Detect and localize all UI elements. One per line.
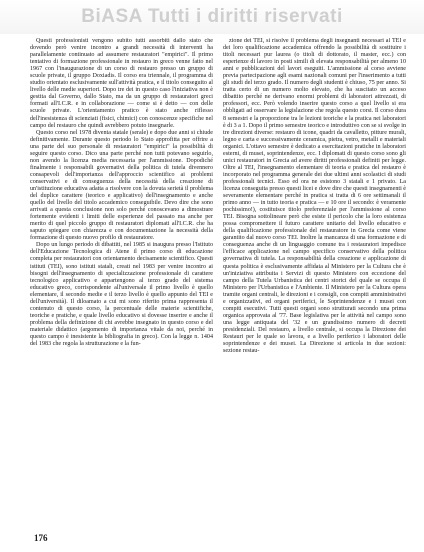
paragraph: Questo corso nel 1978 diventa statale (serale) e dopo due anni si chiude definitivamente. Durante questo periodo lo Stato approfitta per offrire a una parte del suo personale di restauratori "empirici" la possibilità di seguire questo corso. Dico una parte perché non tutti potevano seguirlo, non avendo la licenza media necessaria per l'ammissione. Dopodiché finalmente i responsabili governativi della politica di tutela divennero consapevoli dell'importanza dell'approccio scientifico ai problemi conservativi e di conseguenza della necessità della creazione di un'istituzione educativa adatta a risolvere con la dovuta serietà il problema del duplice carattere (teorico e applicativo) dell'insegnamento e anche quello del livello del titolo accademico conseguibile. Devo dire che sono arrivati a questa conclusione non solo perché conoscevano a dimostrare fortemente evidenti i limiti delle esperienze del passato ma anche per merito di quel piccolo gruppo di restauratori diplomati all'I.C.R. che ha saputo spiegare con chiarezza e con documentazione la necessità della formazione di questo nuovo profilo di restauratore. <box>30 129 213 242</box>
watermark-text: BiASA Tutti i diritti riservati <box>81 6 343 27</box>
paragraph: zione dei TEI, si risolve il problema degli insegnanti necessari al TEI e dei loro qualificazione accademica offrendo la possibilità di sostituire i titoli necessari pur laurea (o titoli di dottorato, il master, ecc.) con esperienze di lavoro in posti simili di elevata responsabilità per almeno 10 anni e pubblicazioni del lavori eseguiti. L'ammissione al corso avviene previa partecipazione agli esami nazionali comuni per l'inserimento a tutti gli studi del terzo grado. Il numero degli studenti è chiuso, 75 per anno. Si tratta certo di un numero molto elevato, che ha suscitato un acceso dibattito perché ne derivano enormi problemi di laboratori attrezzati, di professori, ecc. Però volendo inserire questo corso a quel livello si era obbligati ad osservare la legislazione che regola questo corsi. Il corso dura 8 semestri e la proporzione tra le lezioni teoriche e la pratica nei laboratori è di 3 a 1. Dopo il primo semestre teorico e introduttivo con se si svolge in tre direzioni diverse: restauro di icone, quadri da cavalletto, pitture murali, legno e carta e successivamente ceramica, pietra, vetro, metalli e materiali organici. L'ottavo semestre è dedicato a esercitazioni pratiche in laboratori esterni, di musei, soprintendenze, ecc. I diplomati di questo corso sono gli unici restauratori in Grecia ad avere diritti professionali definiti per legge. Oltre al TEI, l'insegnamento elementare di teoria e pratica del restauro è incorporato nel programma generale dei due ultimi anni scolastici di studi professionali tecnici. Esso ed ora ne esistono 3 statali e 1 privato. La licenza conseguita presso questi licei e dove dire che questi insegnamenti è severamente elementare perché in pratica si tratta di 6 ore settimanali il primo anno — in tutto teoria e pratica — e 10 ore il secondo: è veramente pochissimo!), costituisce titolo preferenziale per l'ammissione al corso TEI. Bisogna sottolineare però che esiste il pericolo che la loro esistenza possa compromettere il futuro carattere unitario del livello educativo e della qualificazione professionale del restauratore in Grecia come viene garantito dal nuovo corso TEI. Inoltre la mancanza di una formazione e di conseguenza anche di un linguaggio comune tra i restauratori impedisce l'efficace applicazione nel campo specifico conservativo della politica governativa di tutela. La responsabilità della creazione e applicazione di questa politica è esclusivamente affidata al Ministero per la Cultura che è un'iniziativa attribuita i Servizi di questo Ministero con eccezione del campo della Tutela Urbanistica dei centri storici del quale se occupa il Ministero per l'Urbanistica e l'Ambiente. Il Ministero per la Cultura opera tramite organi centrali, le direzioni e i consigli, con compiti amministrativi e organizzativi, ed organi periferici, le Soprintendenze e i musei con compiti esecutivi. Tutti questi organi sono strutturati secondo una prima organica approvata al '77. Base legislativa per le attività nel campo sono una legge antiquata del '32 e un grandissimo numero di decreti presidenziali. Del restauro, a livello centrale, si occupa la Direzione dei Restauri per le quale so lavora, e a livello periferico i laboratori delle soprintendenze e dei musei. La Direzione si articola in due sezioni: sezione restau- <box>223 38 406 355</box>
left-column <box>30 38 213 530</box>
page-number: 176 <box>34 533 48 543</box>
paragraph: Dopo un lungo periodo di dibattiti, nel 1985 si inaugura presso l'Istituto dell'Educazione Tecnologica di Atene il primo corso di educazione completa per restauratori con orientamento decisamente scientifico. Questi istituti (TEI), sono istituti statali, creati nel 1983 per venire incontro ai bisogni dell'insegnamento di specializzazione professionale di carattere tecnologico applicativo e appartengono al terzo grado del sistema educativo greco, corrispondente all'universale il primo livello è quello elementare, il secondo medie e il terzo livello è quello appunto del TEI e dell'università). Il diloamato a cui mi sono riferito prima rappresenta il contenuto di questo corso, la percentuale delle materie scientifiche, teoriche e pratiche, e quale livello educativo si dovesse inserire e anche il problema della definizione di chi avrebbe insegnato in questo corso e del materiale didattico (argomento di importanza vitale da noi, perché in questo campo è inesistente la bibliografia in greco). Con la legge n. 1404 del 1983 che regola la strutturazione e la fun- <box>30 242 213 348</box>
watermark-banner <box>0 0 424 34</box>
text-columns <box>30 38 406 530</box>
paragraph: Questi professionisti vengono subito tutti assorbiti dallo stato che dovendo però venire incontro a grandi necessità di interventi ha parallelamente continuato ad assumere restauratori "empirici". Il primo tentativo di formazione professionale in restauro in greco venne fatto nel 1967 con l'inaugurazione di un corso di restauro presso un gruppo di scuole private, il gruppo Doxiadis. Il corso era triennale, il programma di studio orientato esclusivamente sull'attività pratica, e il titolo conseguito al livello delle medie superiori. Dopo tre dei in questo caso l'iniziativa non è gestita dal Governo, dallo Stato, ma da un gruppo di restauratori greci formati all'I.C.R. e in collaborazione — come si è detto — con delle scuole private. L'orientamento pratico è stato anche riflesso dell'inesistenza di scienziati (fisici, chimici) con conoscenze specifiche nel campo del restauro che quindi avrebbero potuto insegnarle. <box>30 38 213 129</box>
right-column <box>223 38 406 530</box>
scanned-page <box>30 38 406 530</box>
